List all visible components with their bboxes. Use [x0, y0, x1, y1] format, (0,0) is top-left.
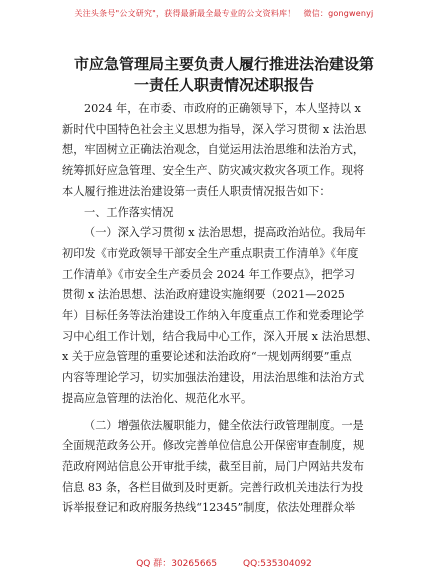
- para1-line: x 关于应急管理的重要论述和法治政府“一规划两纲要”重点: [62, 350, 352, 364]
- intro-line: 新时代中国特色社会主义思想为指导，深入学习贯彻 x 法治思: [62, 122, 367, 136]
- top-banner: [0, 8, 448, 19]
- title-line-2: 一责任人职责情况述职报告: [133, 76, 314, 94]
- footer-qq-group: QQ 群：30265665: [136, 559, 218, 569]
- banner-text: 关注头条号"公文研究"，获得最新最全最专业的公文资料库！: [74, 9, 296, 18]
- para1-line: 习中心组工作计划，结合我局中心工作，深入开展 x 法治思想、: [62, 329, 378, 343]
- footer-contact: [0, 556, 448, 569]
- document-title: [40, 54, 408, 96]
- para2-line: 诉举报登记和政府服务热线“12345”制度，依法处理群众举: [62, 501, 356, 515]
- footer-qq: QQ:535304092: [243, 559, 312, 569]
- document-body: [62, 99, 386, 519]
- intro-line: 2024 年，在市委、市政府的正确领导下，本人坚持以 x: [84, 102, 361, 115]
- para1-line: 提高应急管理的法治化、规范化水平。: [62, 391, 253, 405]
- para1-line: 贯彻 x 法治思想、法治政府建设实施纲要（2021—2025: [62, 288, 345, 302]
- para1-line: 工作清单》《市安全生产委员会 2024 年工作要点》，把学习: [62, 267, 355, 281]
- banner-wechat: 微信：gongwenyj: [303, 9, 374, 18]
- intro-line: 本人履行推进法治建设第一责任人职责情况报告如下：: [62, 184, 331, 198]
- para1-line: 内容等理论学习，切实加强法治建设，用法治思维和法治方式: [62, 371, 365, 385]
- title-line-1: 市应急管理局主要负责人履行推进法治建设第: [73, 55, 374, 73]
- intro-line: 想，牢固树立正确法治观念，自觉运用法治思维和法治方式，: [62, 143, 365, 157]
- para2-line: 全面规范政务公开。修改完善单位信息公开保密审查制度，规: [62, 439, 365, 453]
- para1-line: 年）目标任务等法治建设工作纳入年度重点工作和党委理论学: [62, 309, 365, 323]
- para2-line: 范政府网站信息公开审批手续，截至目前，局门户网站共发布: [62, 459, 365, 473]
- para2-line: （二）增强依法履职能力，健全依法行政管理制度。一是: [84, 418, 364, 432]
- para1-line: （一）深入学习贯彻 x 法治思想，提高政治站位。我局年: [84, 226, 366, 240]
- intro-line: 统筹抓好应急管理、安全生产、防灾减灾救灾各项工作。现将: [62, 164, 365, 178]
- para1-line: 初印发《市党政领导干部安全生产重点职责工作清单》《年度: [62, 246, 359, 260]
- section-heading: 一、工作落实情况: [84, 205, 174, 219]
- para2-line: 信息 83 条，各栏目做到及时更新。完善行政机关违法行为投: [62, 480, 364, 494]
